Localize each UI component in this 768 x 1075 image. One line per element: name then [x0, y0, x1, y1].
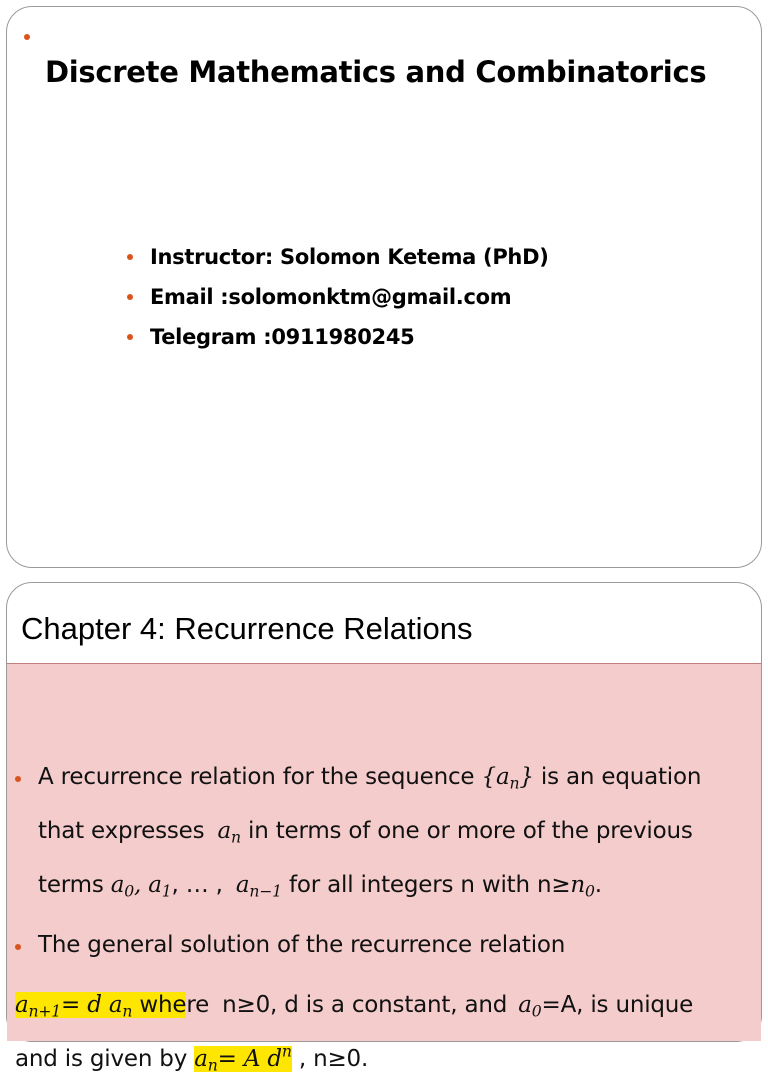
definition-line-2: that expresses $a_n$ in terms of one or more of the previous — [38, 818, 693, 847]
instructor-info-list — [127, 237, 549, 357]
bullet-icon — [127, 254, 133, 260]
highlighted-recurrence: $a_{n+1}= d$ $a_n$ whe — [15, 992, 187, 1021]
recurrence-equation-line: $a_{n+1}= d$ $a_n$ where n≥0, d is a constant, and $a_0=A$, is unique — [15, 992, 694, 1021]
general-solution-line: The general solution of the recurrence relation — [38, 932, 565, 958]
slide-title — [6, 6, 762, 568]
bullet-icon — [15, 944, 21, 950]
bullet-icon — [127, 294, 133, 300]
course-title: Discrete Mathematics and Combinatorics — [45, 55, 707, 89]
definition-line-3: terms $a_0$, $a_1$, … , $a_{n-1}$ for all integers n with $n\ge n_0$. — [38, 872, 602, 901]
sequence-symbol: $\{a_n\}$ — [481, 764, 534, 793]
definition-line-1: A recurrence relation for the sequence $\{a_n\}$ is an equation — [38, 764, 701, 790]
definition-box — [7, 663, 761, 1075]
solution-formula-line: and is given by $a_n= A$ $d^n$ , n≥0. — [15, 1041, 369, 1075]
slide-chapter — [6, 582, 762, 1075]
telegram-item: Telegram :0911980245 — [127, 317, 549, 357]
chapter-title: Chapter 4: Recurrence Relations — [21, 611, 473, 646]
email-item: Email :solomonktm@gmail.com — [127, 277, 549, 317]
instructor-item: Instructor: Solomon Ketema (PhD) — [127, 237, 549, 277]
bullet-icon — [127, 334, 133, 340]
bullet-icon — [24, 34, 30, 40]
bullet-icon — [15, 776, 21, 782]
highlighted-solution: $a_n= A$ $d^n$ — [194, 1041, 292, 1075]
